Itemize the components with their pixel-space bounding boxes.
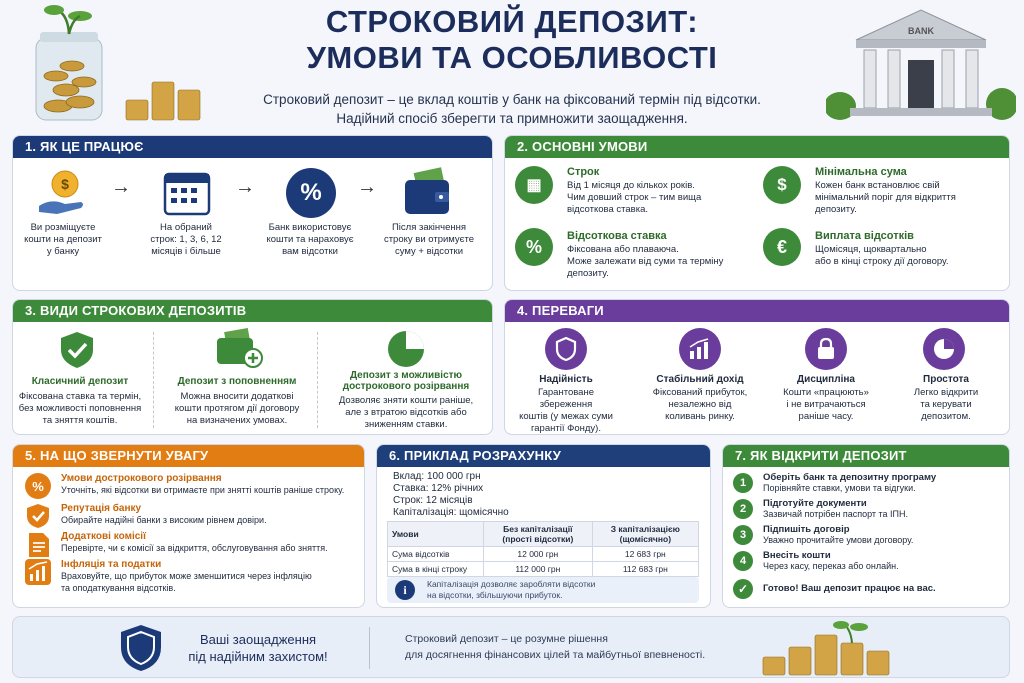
section-advantages (504, 299, 1010, 435)
section-2-title: 2. ОСНОВНІ УМОВИ (505, 136, 1009, 158)
page-subtitle: Строковий депозит – це вклад коштів у банк на фіксований термін під відсотки. Надійний спосіб зберегти та примножити заощадження. (263, 92, 761, 126)
page-title: СТРОКОВИЙ ДЕПОЗИТ: УМОВИ ТА ОСОБЛИВОСТІ (306, 4, 718, 75)
info-icon: i (395, 580, 415, 600)
advantage-simplicity: Простота Легко відкрити та керувати депозитом. (913, 374, 979, 422)
step-4-text: Після закінчення строку ви отримуєте суму + відсотки (383, 222, 475, 257)
condition-payout: Виплата відсотків Щомісяця, щоквартально або в кінці строку дії договору. (815, 230, 949, 267)
percent-icon: % (25, 473, 51, 499)
table-header: Умови (388, 522, 484, 547)
step-number-badge: 2 (733, 499, 753, 519)
attention-early-termination: Умови дострокового розірвання Уточніть, які відсотки ви отримаєте при знятті коштів раніше строку. (61, 473, 345, 495)
section-4-title: 4. ПЕРЕВАГИ (505, 300, 1009, 322)
table-cell: 112 000 грн (484, 562, 593, 577)
arrow-right-icon: → (111, 176, 131, 198)
coin-jar-illustration (18, 2, 218, 124)
step-2-text: На обраний строк: 1, 3, 6, 12 місяців і більше (150, 222, 222, 257)
calendar-icon (161, 168, 213, 218)
footer-banner (12, 616, 1010, 678)
svg-text:$: $ (61, 176, 69, 192)
attention-extra-fees: Додаткові комісії Перевірте, чи є комісії за відкриття, обслуговування або зняття. (61, 531, 328, 553)
table-cell: Сума в кінці строку (388, 562, 484, 577)
step-3-text: Банк використовує кошти та нараховує вам відсотки (266, 222, 354, 257)
section-1-title: 1. ЯК ЦЕ ПРАЦЮЄ (13, 136, 492, 158)
bank-sign-text: BANK (908, 26, 934, 36)
table-header: Без капіталізації (прості відсотки) (484, 522, 593, 547)
step-number-badge: 3 (733, 525, 753, 545)
table-cell: Сума відсотків (388, 547, 484, 562)
shield-icon (117, 623, 165, 673)
section-calculation-example (376, 444, 711, 608)
arrow-right-icon: → (357, 176, 377, 198)
table-header-row (388, 522, 699, 547)
bank-building-illustration (826, 6, 1016, 124)
table-cell: 12 683 грн (592, 547, 698, 562)
open-step-3: Підпишіть договір Уважно прочитайте умови договору. (763, 524, 914, 545)
shield-check-icon (57, 330, 97, 370)
type-early-termination: Депозит з можливістю дострокового розірвання Дозволяє зняти кошти раніше, але з втратою відсотків або зниженням ставки. (338, 370, 474, 430)
table-header: З капіталізацією (щомісячно) (592, 522, 698, 547)
shield-icon (25, 503, 51, 529)
section-how-to-open (722, 444, 1010, 608)
coin-stacks-illustration (755, 617, 915, 677)
percent-icon: % (515, 228, 553, 266)
percent-icon: % (286, 168, 336, 218)
wallet-icon (399, 166, 455, 218)
euro-icon: € (763, 228, 801, 266)
advantage-discipline: Дисципліна Кошти «працюють» і не витрачаються раніше часу. (783, 374, 869, 422)
condition-min-sum: Мінімальна сума Кожен банк встановлює свій мінімальний поріг для відкриття депозиту. (815, 166, 956, 215)
section-3-title: 3. ВИДИ СТРОКОВИХ ДЕПОЗИТІВ (13, 300, 492, 322)
type-replenishment: Депозит з поповненням Можна вносити додаткові кошти протягом дії договору на визначених умовах. (174, 376, 300, 426)
calendar-icon: ▦ (515, 166, 553, 204)
document-icon (27, 531, 51, 559)
advantage-reliability: Надійність Гарантоване збереження коштів (у межах суми гарантії Фонду). (519, 374, 613, 434)
section-5-title: 5. НА ЩО ЗВЕРНУТИ УВАГУ (13, 445, 364, 467)
type-classic: Класичний депозит Фіксована ставка та термін, без можливості поповнення та зняття коштів. (18, 376, 142, 426)
calculation-note: i Капіталізація дозволяє заробляти відсотки на відсотки, збільшуючи прибуток. (387, 577, 699, 603)
shield-icon (545, 328, 587, 370)
pie-icon (385, 328, 427, 370)
section-main-conditions (504, 135, 1010, 291)
open-step-2: Підготуйте документи Зазвичай потрібен паспорт та ІПН. (763, 498, 909, 519)
growth-chart-icon (25, 559, 51, 585)
attention-bank-reputation: Репутація банку Обирайте надійні банки з високим рівнем довіри. (61, 503, 267, 525)
pie-chart-icon (923, 328, 965, 370)
section-6-title: 6. ПРИКЛАД РОЗРАХУНКУ (377, 445, 710, 467)
hand-coin-icon (35, 168, 91, 218)
table-row (388, 547, 699, 562)
step-1-text: Ви розміщуєте кошти на депозит у банку (24, 222, 102, 257)
section-attention (12, 444, 365, 608)
open-step-4: Внесіть кошти Через касу, переказ або онлайн. (763, 550, 899, 571)
advantage-stable-income: Стабільний дохід Фіксований прибуток, незалежно від коливань ринку. (652, 374, 748, 422)
table-row (388, 562, 699, 577)
check-icon: ✓ (733, 579, 753, 599)
condition-rate: Відсоткова ставка Фіксована або плаваюча. Може залежати від суми та терміну депозиту. (567, 230, 724, 279)
calculation-params: Вклад: 100 000 грн Ставка: 12% річних Строк: 12 місяців Капіталізація: щомісячно (393, 471, 509, 518)
step-number-badge: 4 (733, 551, 753, 571)
section-how-it-works (12, 135, 493, 291)
calculation-table (387, 521, 699, 577)
condition-term: Строк Від 1 місяця до кількох років. Чим довший строк – тим вища відсоткова ставка. (567, 166, 702, 215)
step-number-badge: 1 (733, 473, 753, 493)
table-cell: 112 683 грн (592, 562, 698, 577)
attention-inflation-taxes: Інфляція та податки Враховуйте, що прибуток може зменшитися через інфляцію та оподаткування відсотків. (61, 559, 312, 593)
table-cell: 12 000 грн (484, 547, 593, 562)
section-deposit-types (12, 299, 493, 435)
footer-right-text: Строковий депозит – це розумне рішення для досягнення фінансових цілей та майбутньої впевненості. (405, 633, 706, 661)
lock-icon (805, 328, 847, 370)
open-final: Готово! Ваш депозит працює на вас. (763, 583, 936, 594)
bar-chart-icon (679, 328, 721, 370)
money-bag-icon: $ (763, 166, 801, 204)
footer-left-text: Ваші заощадження під надійним захистом! (188, 632, 328, 664)
wallet-plus-icon (213, 328, 263, 370)
open-step-1: Оберіть банк та депозитну програму Порівняйте ставки, умови та відгуки. (763, 472, 937, 493)
section-7-title: 7. ЯК ВІДКРИТИ ДЕПОЗИТ (723, 445, 1009, 467)
arrow-right-icon: → (235, 176, 255, 198)
